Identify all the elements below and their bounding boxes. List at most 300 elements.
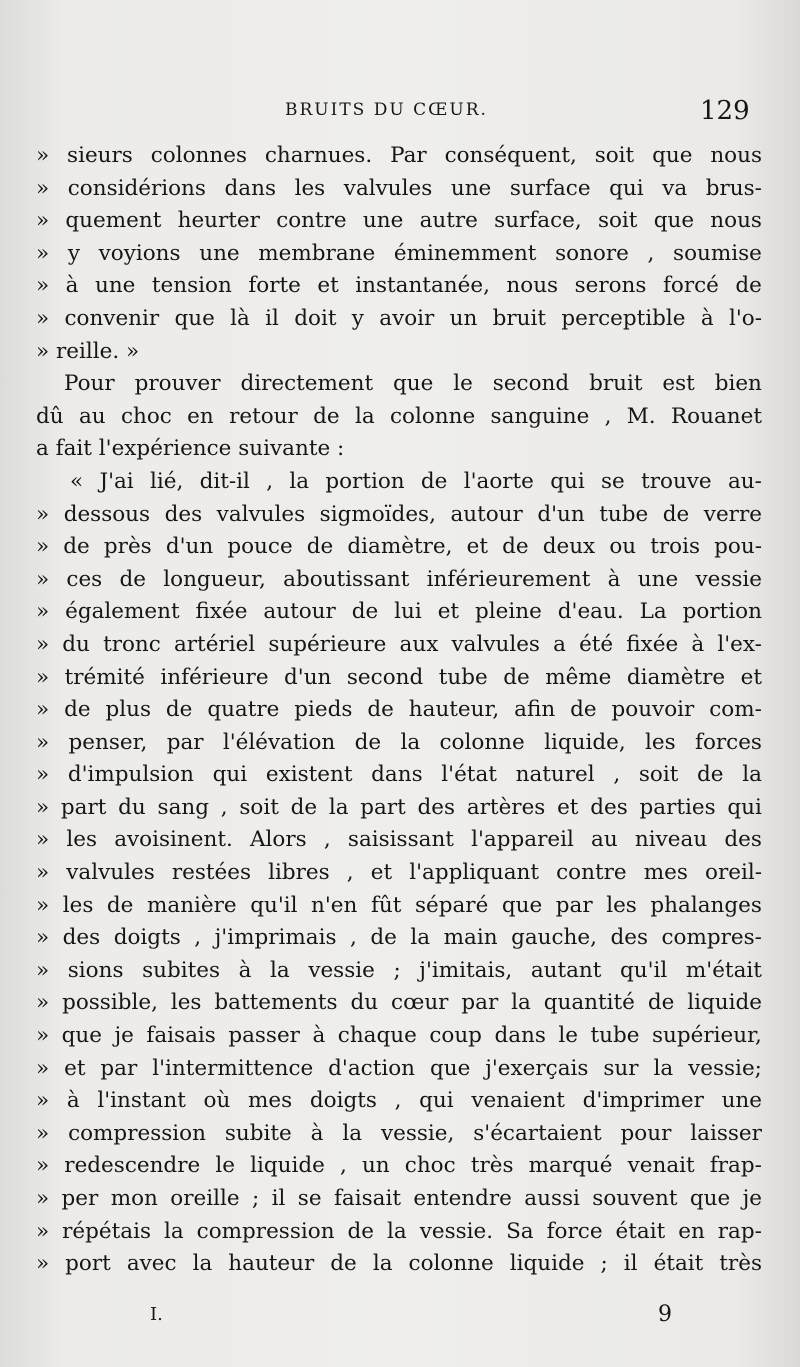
word: phalanges: [650, 892, 762, 918]
word: de: [165, 697, 193, 723]
word: pieds: [294, 697, 353, 723]
word: des: [610, 925, 648, 951]
word: va: [662, 175, 688, 201]
word: du: [62, 631, 90, 657]
word: afin: [514, 697, 556, 723]
word: de: [354, 729, 382, 755]
word: force: [546, 1218, 603, 1244]
word: possible,: [62, 990, 158, 1016]
word: au: [591, 827, 618, 853]
word: qui: [419, 1088, 454, 1114]
word: »: [36, 729, 50, 755]
word: »: [36, 1251, 50, 1277]
word: dessous: [63, 501, 151, 527]
word: soit: [594, 143, 635, 168]
word: pouvoir: [611, 697, 695, 723]
word: pou-: [714, 534, 762, 560]
word: de: [502, 534, 529, 560]
word: la: [400, 729, 421, 755]
text-line: [36, 531, 762, 564]
text-line: [36, 238, 762, 271]
word: faisait: [333, 1186, 401, 1211]
word: une: [362, 208, 404, 234]
word: répétais: [62, 1218, 151, 1244]
word: du: [350, 990, 379, 1016]
word: »: [36, 892, 50, 918]
word: ,: [346, 860, 354, 886]
word: »: [36, 957, 50, 983]
word: vessie: [308, 957, 375, 983]
word: »: [36, 1023, 50, 1049]
word: pleine: [475, 599, 542, 625]
word: part: [60, 794, 107, 820]
word: lui: [394, 599, 422, 625]
word: ,: [220, 794, 228, 820]
word: les: [294, 175, 326, 201]
word: diamètre: [626, 664, 726, 690]
word: à: [66, 1088, 80, 1114]
word: sigmoïdes,: [319, 501, 436, 527]
word: ,: [604, 403, 612, 429]
word: j'imitais,: [419, 957, 513, 983]
word: fixée: [626, 631, 679, 657]
word: saisissant: [347, 827, 454, 853]
word: forcé: [662, 273, 719, 299]
word: inférieure: [160, 664, 269, 690]
word: qui: [212, 762, 248, 788]
page-number: 129: [700, 96, 750, 126]
word: dû: [36, 403, 64, 429]
word: »: [36, 175, 50, 201]
word: la: [289, 468, 310, 494]
word: vessie.: [419, 1218, 494, 1244]
word: et: [437, 599, 460, 625]
word: »: [36, 305, 50, 331]
word: par: [555, 892, 593, 918]
word: au-: [727, 468, 762, 494]
text-line: [36, 1118, 762, 1151]
word: »: [36, 501, 50, 527]
word: mon: [110, 1186, 158, 1211]
word: deux: [542, 534, 596, 560]
word: la: [328, 794, 349, 820]
word: nous: [506, 273, 559, 299]
word: ou: [609, 534, 637, 560]
word: a: [553, 631, 566, 657]
word: colonne: [439, 729, 525, 755]
word: d'un: [284, 664, 332, 690]
word: dans: [371, 762, 423, 788]
word: artères: [466, 794, 546, 820]
word: lié,: [149, 468, 184, 494]
text-line: [36, 596, 762, 629]
word: sang: [157, 794, 209, 820]
word: »: [36, 599, 50, 625]
word: choc: [404, 1153, 456, 1179]
text-line: [36, 857, 762, 890]
word: supérieure: [268, 631, 387, 657]
word: la: [270, 957, 290, 983]
word: à: [238, 957, 252, 983]
word: de: [351, 599, 379, 625]
word: d'eau.: [557, 599, 624, 625]
word: une: [199, 240, 240, 266]
text-line: [36, 499, 762, 532]
word: d'un: [537, 501, 585, 527]
word: considérions: [67, 175, 206, 201]
word: la: [410, 925, 431, 951]
word: tronc: [103, 631, 161, 657]
word: été: [579, 631, 614, 657]
word: des: [62, 925, 101, 951]
word: doigts: [113, 925, 181, 951]
word: par: [461, 990, 499, 1016]
word: libres: [268, 860, 330, 886]
word: que: [653, 208, 695, 234]
word: :: [337, 436, 345, 462]
word: dans: [494, 1023, 546, 1049]
word: liquide: [250, 1153, 325, 1179]
word: un: [449, 305, 478, 331]
text-line: [36, 433, 762, 466]
word: la: [742, 762, 762, 788]
word: ;: [600, 1251, 608, 1277]
word: »: [36, 860, 50, 886]
text-line: [36, 629, 762, 662]
word: convenir: [64, 305, 160, 331]
word: que: [393, 371, 434, 397]
word: près: [103, 534, 152, 560]
word: soit: [638, 762, 679, 788]
word: »: [36, 990, 50, 1016]
word: sanguine: [490, 403, 590, 429]
word: forces: [694, 729, 762, 755]
word: «: [70, 468, 84, 494]
word: de: [370, 925, 397, 951]
word: de: [313, 403, 340, 429]
word: conséquent,: [444, 143, 577, 168]
word: valvules: [343, 175, 433, 201]
word: colonne: [408, 1251, 494, 1277]
word: »: [36, 697, 50, 723]
text-line: [36, 564, 762, 597]
word: ,: [323, 827, 331, 853]
word: surface: [509, 175, 591, 201]
word: quantité: [543, 990, 635, 1016]
word: Alors: [250, 827, 307, 853]
word: là: [230, 305, 250, 331]
word: oreil-: [705, 860, 762, 886]
word: la: [192, 1251, 213, 1277]
word: reille.: [56, 338, 127, 364]
word: Rouanet: [670, 403, 762, 429]
word: liquide: [687, 990, 762, 1016]
word: de: [347, 1218, 375, 1244]
word: une: [721, 1088, 762, 1114]
word: com-: [709, 697, 762, 723]
word: subite: [224, 1120, 292, 1146]
word: l'aorte: [463, 468, 534, 494]
word: bien: [714, 371, 762, 397]
word: aboutissant: [283, 566, 410, 592]
word: tube: [599, 501, 649, 527]
text-line: [36, 270, 762, 303]
word: qui: [727, 794, 762, 820]
word: aussi: [524, 1186, 580, 1211]
word: l'intermittence: [152, 1055, 314, 1081]
word: le: [215, 1153, 235, 1179]
text-line: [36, 1085, 762, 1118]
word: parties: [639, 794, 716, 820]
word: bruit: [492, 305, 547, 331]
word: dit-il: [199, 468, 250, 494]
word: hauteur,: [408, 697, 500, 723]
word: les: [62, 892, 94, 918]
word: »: [36, 631, 50, 657]
word: de: [420, 468, 448, 494]
word: »: [36, 664, 50, 690]
signature-number: 9: [658, 1302, 672, 1327]
word: des: [724, 827, 762, 853]
word: portion: [682, 599, 762, 625]
word: souvent: [592, 1186, 678, 1211]
word: j'exerçais: [485, 1055, 589, 1081]
word: »: [36, 1218, 50, 1244]
text-line: [36, 792, 762, 825]
word: doit: [294, 305, 337, 331]
word: très: [719, 1251, 762, 1277]
word: éminemment: [393, 240, 537, 266]
word: sions: [67, 957, 124, 983]
word: voyions: [98, 240, 181, 266]
word: coup: [429, 1023, 482, 1049]
word: La: [639, 599, 667, 625]
word: les: [606, 892, 637, 918]
word: suivante: [238, 436, 338, 462]
text-line: [36, 987, 762, 1020]
word: tension: [151, 273, 232, 299]
word: je: [114, 1023, 134, 1049]
word: les: [170, 990, 202, 1016]
word: de: [570, 697, 597, 723]
word: Par: [390, 143, 427, 168]
word: mes: [248, 1088, 293, 1114]
word: un: [361, 1153, 390, 1179]
word: pouce: [227, 534, 293, 560]
word: pour: [620, 1120, 672, 1146]
word: et: [557, 794, 579, 820]
word: bruit: [589, 371, 643, 397]
word: soit: [597, 208, 638, 234]
signature-mark: I.: [150, 1304, 163, 1325]
word: autre: [419, 208, 478, 234]
word: colonne: [389, 403, 476, 429]
word: forte: [248, 273, 301, 299]
word: l'instant: [97, 1088, 186, 1114]
word: et: [466, 534, 488, 560]
word: à: [607, 566, 621, 592]
word: et: [64, 1055, 86, 1081]
word: une: [450, 175, 492, 201]
word: »: [36, 1088, 50, 1114]
word: passer: [228, 1023, 300, 1049]
word: n'en: [311, 892, 358, 918]
word: existent: [265, 762, 353, 788]
word: valvules: [216, 501, 306, 527]
word: compression: [196, 1218, 335, 1244]
word: retour: [229, 403, 298, 429]
word: y: [67, 240, 80, 266]
word: du: [118, 794, 146, 820]
word: hauteur: [228, 1251, 315, 1277]
word: liquide: [509, 1251, 585, 1277]
word: que: [501, 892, 543, 918]
word: m'était: [685, 957, 762, 983]
word: était: [615, 1218, 666, 1244]
word: vessie;: [688, 1055, 762, 1081]
text-line: [36, 1053, 762, 1086]
word: par: [100, 1055, 138, 1081]
word: que: [429, 1055, 471, 1081]
text-line: [36, 662, 762, 695]
word: portion: [325, 468, 405, 494]
word: ,: [194, 925, 202, 951]
word: tube: [438, 664, 488, 690]
word: à: [312, 1023, 326, 1049]
word: rap-: [717, 1218, 762, 1244]
text-line: [36, 401, 762, 434]
word: soit: [239, 794, 279, 820]
word: où: [203, 1088, 231, 1114]
word: la: [387, 1218, 407, 1244]
word: »: [36, 143, 50, 168]
word: venaient: [471, 1088, 565, 1114]
word: manière: [146, 892, 237, 918]
word: laisser: [690, 1120, 762, 1146]
word: »: [36, 566, 50, 592]
word: »: [126, 338, 140, 364]
word: membrane: [258, 240, 376, 266]
word: brus-: [705, 175, 762, 201]
word: compres-: [661, 925, 762, 951]
text-line: [36, 140, 762, 173]
word: venait: [627, 1153, 695, 1179]
word: qui: [550, 468, 585, 494]
text-line: [36, 727, 762, 760]
word: valvules: [451, 631, 540, 657]
text-line: [36, 173, 762, 206]
word: des: [164, 501, 203, 527]
word: autour: [263, 599, 336, 625]
text-line: [36, 205, 762, 238]
word: sieurs: [67, 143, 133, 168]
word: qui: [609, 175, 644, 201]
word: il: [623, 1251, 638, 1277]
word: que: [652, 143, 693, 168]
word: liquide,: [544, 729, 626, 755]
word: une: [94, 273, 136, 299]
word: faisais: [146, 1023, 216, 1049]
word: de: [503, 664, 530, 690]
word: fût: [370, 892, 402, 918]
word: perceptible: [561, 305, 686, 331]
word: l'appareil: [471, 827, 574, 853]
word: artériel: [173, 631, 256, 657]
word: »: [36, 273, 50, 299]
word: marqué: [528, 1153, 613, 1179]
word: colonnes: [150, 143, 247, 168]
word: vessie: [695, 566, 762, 592]
word: la: [511, 990, 531, 1016]
word: nous: [710, 143, 762, 168]
word: se: [601, 468, 625, 494]
word: d'imprimer: [582, 1088, 704, 1114]
word: »: [36, 208, 50, 234]
word: nous: [710, 208, 762, 234]
word: fixée: [195, 599, 248, 625]
word: de: [290, 794, 318, 820]
text-line: [36, 890, 762, 923]
word: avoir: [379, 305, 435, 331]
word: j'imprimais: [214, 925, 337, 951]
word: naturel: [515, 762, 595, 788]
word: ,: [350, 925, 357, 951]
word: longueur,: [163, 566, 266, 592]
word: M.: [626, 403, 656, 429]
word: trois: [650, 534, 701, 560]
word: d'impulsion: [67, 762, 194, 788]
word: part: [360, 794, 406, 820]
word: l'expérience: [98, 436, 239, 462]
word: en: [187, 403, 214, 429]
text-line: [36, 759, 762, 792]
word: que: [174, 305, 215, 331]
word: le: [453, 371, 473, 397]
text-line: [36, 368, 762, 401]
word: supérieur,: [652, 1023, 762, 1049]
word: gauche,: [511, 925, 597, 951]
word: que: [61, 1023, 102, 1049]
word: que: [689, 1186, 731, 1211]
word: qu'il: [250, 892, 298, 918]
text-line: [36, 955, 762, 988]
word: Sa: [506, 1218, 534, 1244]
text-line: [36, 1216, 762, 1249]
text-line: [36, 466, 762, 499]
word: l'état: [441, 762, 497, 788]
word: contre: [276, 208, 347, 234]
word: ,: [339, 1153, 347, 1179]
word: à: [65, 273, 79, 299]
word: de: [367, 697, 394, 723]
word: il: [271, 1186, 286, 1211]
word: avoisinent.: [114, 827, 233, 853]
body-text: [36, 140, 762, 1281]
word: »: [36, 925, 50, 951]
word: d'un: [165, 534, 214, 560]
word: et: [317, 273, 339, 299]
word: J'ai: [99, 468, 134, 494]
word: second: [492, 371, 570, 397]
word: restées: [171, 860, 251, 886]
word: autant: [530, 957, 602, 983]
word: les: [645, 729, 676, 755]
word: cœur: [391, 990, 449, 1016]
word: subites: [142, 957, 220, 983]
word: ,: [613, 762, 621, 788]
word: ,: [394, 1088, 402, 1114]
word: mes: [643, 860, 688, 886]
